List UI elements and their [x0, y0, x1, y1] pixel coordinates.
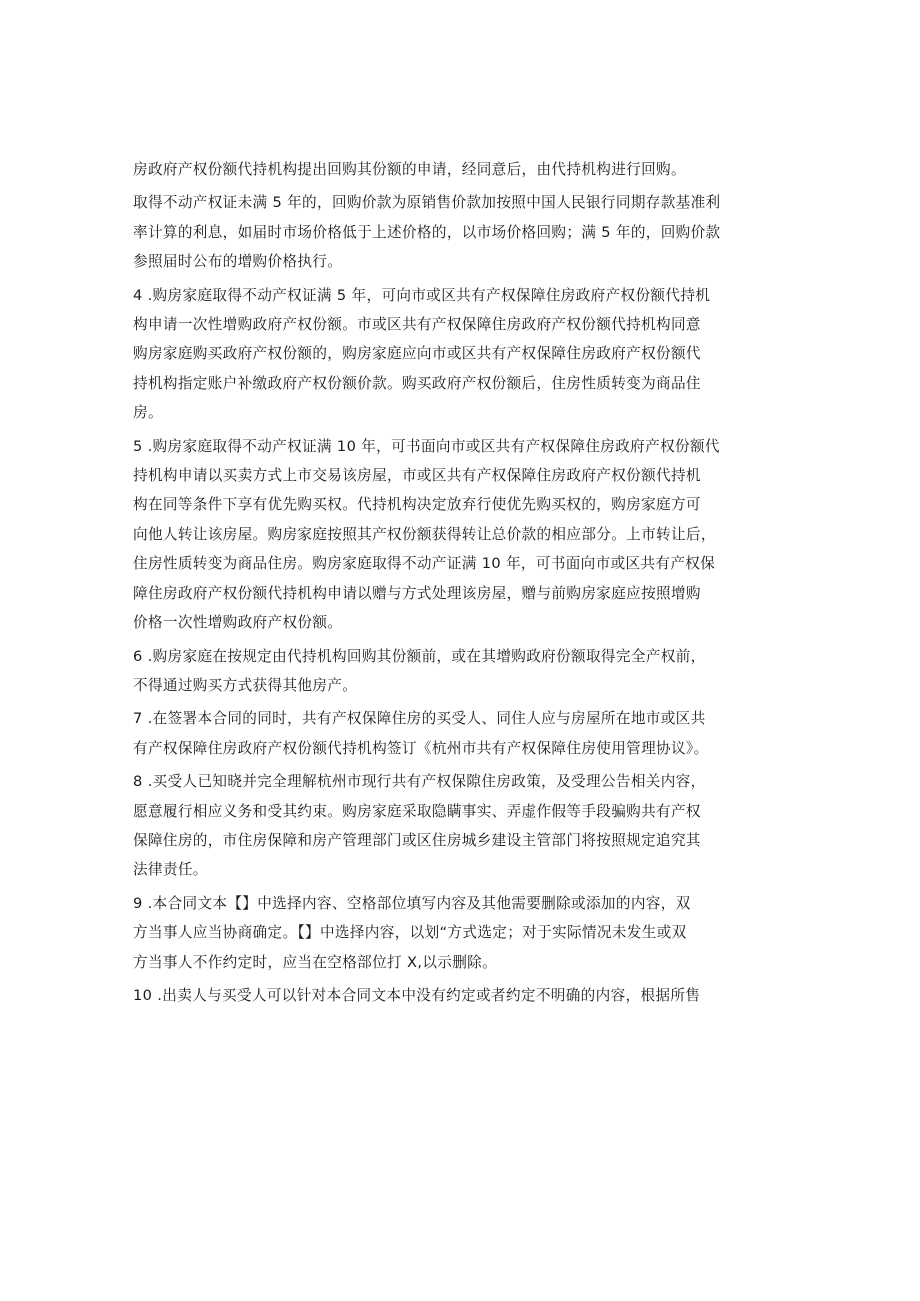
paragraph-repurchase-price	[133, 188, 798, 276]
text-line: 房政府产权份额代持机构提出回购其份额的申请，经同意后，由代持机构进行回购。	[133, 161, 686, 178]
paragraph-item-4	[133, 281, 798, 428]
text-line: 向他人转让该房屋。购房家庭按照其产权份额获得转让总价款的相应部分。上市转让后，	[133, 525, 716, 543]
document-body	[133, 155, 798, 1014]
paragraph-item-6	[133, 642, 798, 701]
text-line: 法律责任。	[133, 861, 208, 879]
text-line: 有产权保障住房政府产权份额代持机构签订《杭州市共有产权保障住房使用管理协议》。	[133, 739, 709, 757]
text-line: 10 .出卖人与买受人可以针对本合同文本中没有约定或者约定不明确的内容，根据所售	[133, 986, 701, 1004]
text-line: 取得不动产权证未满 5 年的，回购价款为原销售价款加按照中国人民银行同期存款基准利	[133, 194, 721, 212]
text-line: 住房性质转变为商品住房。购房家庭取得不动产证满 10 年，可书面向市或区共有产权保	[133, 555, 716, 573]
text-line: 6 .购房家庭在按规定由代持机构回购其份额前，或在其增购政府份额取得完全产权前，	[133, 647, 706, 665]
text-line: 购房家庭购买政府产权份额的，购房家庭应向市或区共有产权保障住房政府产权份额代	[133, 345, 701, 363]
text-line: 5 .购房家庭取得不动产权证满 10 年，可书面向市或区共有产权保障住房政府产权份额代	[133, 437, 720, 455]
text-line: 方当事人不作约定时，应当在空格部位打 X,以示删除。	[133, 953, 498, 971]
text-line: 愿意履行相应义务和受其约束。购房家庭采取隐瞒事实、弄虚作假等手段骗购共有产权	[133, 802, 701, 820]
paragraph-item-9	[133, 889, 798, 977]
paragraph-item-5	[133, 432, 798, 638]
text-line: 构在同等条件下享有优先购买权。代持机构决定放弃行使优先购买权的，购房家庭方可	[133, 496, 701, 514]
text-line: 障住房政府产权份额代持机构申请以赠与方式处理该房屋，赠与前购房家庭应按照增购	[133, 584, 701, 602]
paragraph-item-8	[133, 767, 798, 885]
paragraph-item-10	[133, 981, 798, 1010]
text-line: 价格一次性增购政府产权份额。	[133, 614, 343, 632]
text-line: 率计算的利息，如届时市场价格低于上述价格的，以市场价格回购；满 5 年的，回购价款	[133, 223, 721, 241]
text-line: 4 .购房家庭取得不动产权证满 5 年，可向市或区共有产权保障住房政府产权份额代持机	[133, 286, 711, 304]
paragraph-continuation	[133, 155, 798, 184]
text-line: 8 .买受人已知晓并完全理解杭州市现行共有产权保隙住房政策，及受理公告相关内容，	[133, 773, 706, 791]
text-line: 参照届时公布的增购价格执行。	[133, 253, 343, 271]
text-line: 房。	[133, 404, 163, 422]
text-line: 持机构指定账户补缴政府产权份额价款。购买政府产权份额后，住房性质转变为商品住	[133, 374, 701, 392]
text-line: 保障住房的，市住房保障和房产管理部门或区住房城乡建设主管部门将按照规定追究其	[133, 831, 701, 849]
text-line: 7 .在签署本合同的同时，共有产权保障住房的买受人、同住人应与房屋所在地市或区共	[133, 710, 706, 728]
paragraph-item-7	[133, 704, 798, 763]
text-line: 持机构申请以买卖方式上市交易该房屋，市或区共有产权保障住房政府产权份额代持机	[133, 467, 701, 485]
text-line: 不得通过购买方式获得其他房产。	[133, 676, 358, 694]
text-line: 构申请一次性增购政府产权份额。市或区共有产权保障住房政府产权份额代持机构同意	[133, 316, 701, 334]
text-line: 方当事人应当协商确定。【】中选择内容，以划“方式选定；对于实际情况未发生或双	[133, 924, 687, 942]
text-line: 9 .本合同文本【】中选择内容、空格部位填写内容及其他需要删除或添加的内容，双	[133, 894, 691, 912]
